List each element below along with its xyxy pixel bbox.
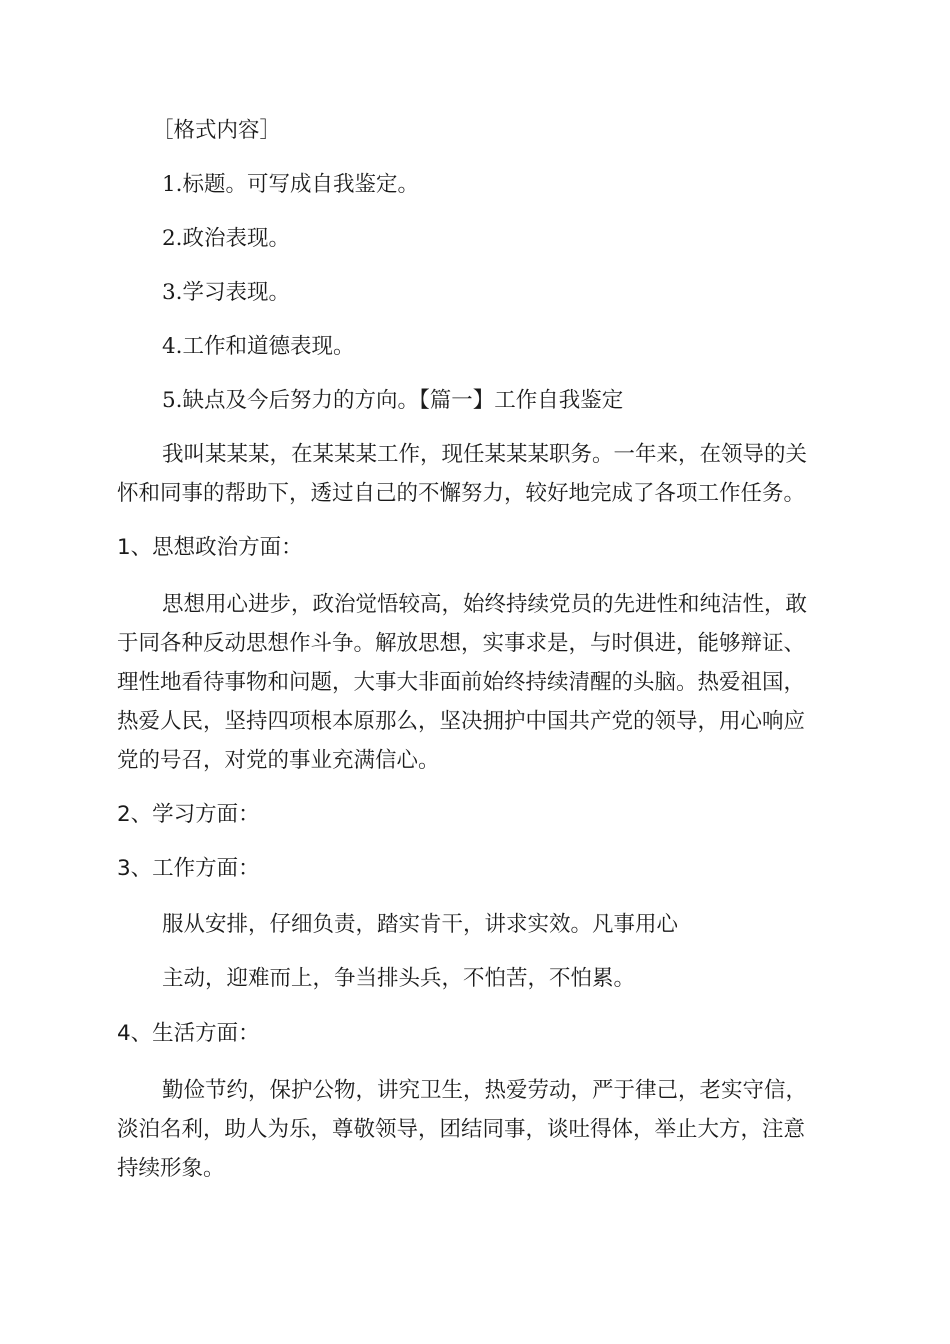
intro-paragraph-line-2: 怀和同事的帮助下，透过自己的不懈努力，较好地完成了各项工作任务。 <box>117 481 806 506</box>
section-1-line-4: 热爱人民，坚持四项根本原那么，坚决拥护中国共产党的领导，用心响应 <box>117 709 806 734</box>
format-heading: ［格式内容］ <box>152 118 282 143</box>
format-item-3: 3.学习表现。 <box>162 280 291 305</box>
section-2-heading: 2、学习方面： <box>117 802 260 827</box>
section-1-line-3: 理性地看待事物和问题，大事大非面前始终持续清醒的头脑。热爱祖国， <box>117 670 806 695</box>
section-4-line-3: 持续形象。 <box>117 1156 225 1181</box>
section-1-heading: 1、思想政治方面： <box>117 535 303 560</box>
section-1-line-1: 思想用心进步，政治觉悟较高，始终持续党员的先进性和纯洁性，敢 <box>162 592 808 617</box>
section-3-line-2: 主动，迎难而上，争当排头兵，不怕苦，不怕累。 <box>162 966 636 991</box>
section-1-line-2: 于同各种反动思想作斗争。解放思想，实事求是，与时俱进，能够辩证、 <box>117 631 806 656</box>
section-4-line-2: 淡泊名利，助人为乐，尊敬领导，团结同事，谈吐得体，举止大方，注意 <box>117 1117 806 1142</box>
format-item-1: 1.标题。可写成自我鉴定。 <box>162 172 420 197</box>
format-item-5: 5.缺点及今后努力的方向。【篇一】工作自我鉴定 <box>162 388 624 413</box>
section-4-heading: 4、生活方面： <box>117 1021 260 1046</box>
section-1-line-5: 党的号召，对党的事业充满信心。 <box>117 748 440 773</box>
format-item-2: 2.政治表现。 <box>162 226 291 251</box>
section-3-heading: 3、工作方面： <box>117 856 260 881</box>
format-item-4: 4.工作和道德表现。 <box>162 334 355 359</box>
intro-paragraph-line-1: 我叫某某某，在某某某工作，现任某某某职务。一年来，在领导的关 <box>162 442 808 467</box>
section-4-line-1: 勤俭节约，保护公物，讲究卫生，热爱劳动，严于律己，老实守信， <box>162 1078 808 1103</box>
section-3-line-1: 服从安排，仔细负责，踏实肯干，讲求实效。凡事用心 <box>162 912 679 937</box>
